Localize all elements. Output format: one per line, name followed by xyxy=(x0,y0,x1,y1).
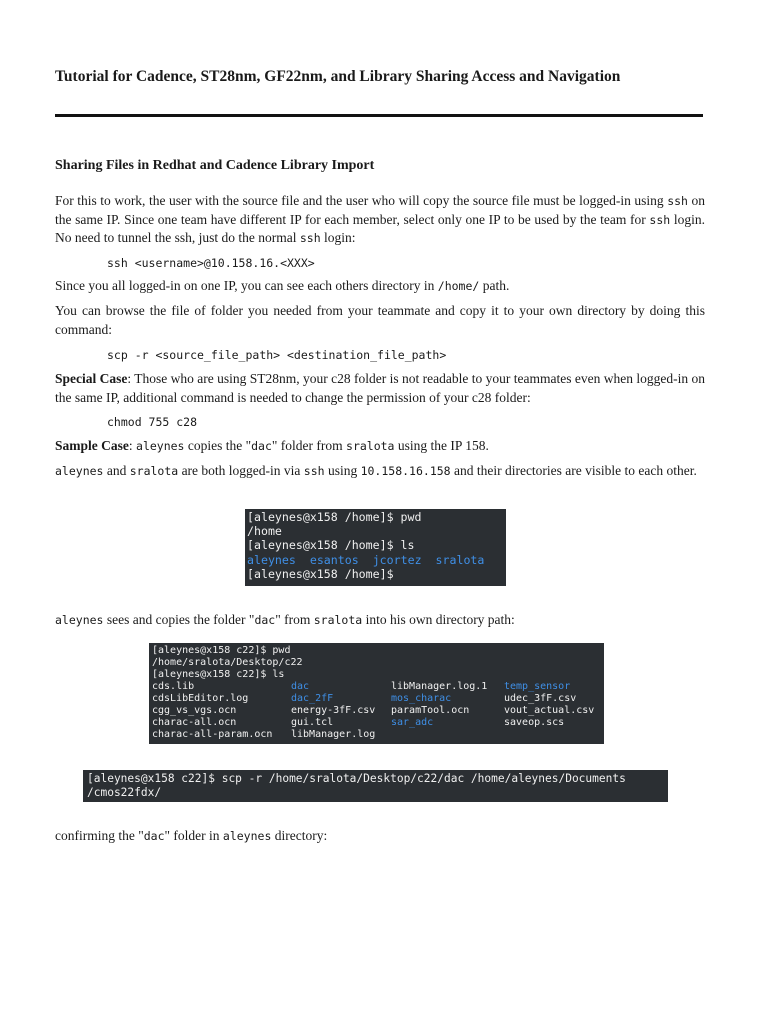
text-run: confirming the " xyxy=(55,828,144,843)
text-run: " folder from xyxy=(271,438,347,453)
inline-code: dac xyxy=(143,829,165,843)
file-entry: energy-3fF.csv xyxy=(291,705,376,716)
inline-code: ssh xyxy=(649,212,671,227)
intro-paragraph xyxy=(55,192,705,248)
text-run: sees and copies the folder " xyxy=(103,612,255,627)
chmod-command: chmod 755 c28 xyxy=(107,415,198,429)
text-run: directory: xyxy=(271,828,328,843)
inline-code: dac xyxy=(254,613,276,627)
directory-entry: esantos xyxy=(309,552,359,567)
sample-case-label: Sample Case xyxy=(55,438,129,453)
inline-code: dac xyxy=(251,439,272,453)
browse-paragraph: You can browse the file of folder you needed from your teammate and copy it to your own directory by doing this command: xyxy=(55,303,705,337)
inline-code: ssh xyxy=(667,194,688,208)
directory-entry: aleynes xyxy=(247,552,296,567)
terminal-line: /home/sralota/Desktop/c22 xyxy=(152,657,303,668)
terminal-screenshot-home xyxy=(245,509,506,586)
special-case-paragraph xyxy=(55,370,705,407)
document-title: Tutorial for Cadence, ST28nm, GF22nm, and Library Sharing Access and Navigation xyxy=(55,68,621,85)
file-entry: libManager.log xyxy=(291,729,376,740)
directory-entry: dac xyxy=(291,681,310,692)
file-entry: cgg_vs_vgs.ocn xyxy=(152,705,237,716)
text-run: For this to work, the user with the source file and the user who will copy the source file must be logged-in using xyxy=(55,193,668,208)
file-entry: paramTool.ocn xyxy=(391,705,470,716)
text-run: using xyxy=(324,463,361,478)
directory-entry: temp_sensor xyxy=(504,681,571,692)
terminal-line: [aleynes@x158 c22]$ ls xyxy=(152,669,285,680)
text-run: " folder in xyxy=(164,828,223,843)
text-run: and their directories are visible to each other. xyxy=(450,463,697,478)
directory-entry: sar_adc xyxy=(391,717,434,728)
directory-entry: jcortez xyxy=(372,552,422,567)
inline-code: sralota xyxy=(129,464,179,478)
text-run: : Those who are using ST28nm, your c28 folder is not readable to your teammates even when logged-in on the same IP, additional command is needed to change the permission of your c28 folder: xyxy=(55,371,705,405)
inline-code: 10.158.16.158 xyxy=(360,464,451,478)
text-run: into his own directory path: xyxy=(362,612,515,627)
file-entry: libManager.log.1 xyxy=(391,681,488,692)
inline-code: aleynes xyxy=(222,829,272,843)
inline-code: ssh xyxy=(299,231,321,245)
terminal-line: [aleynes@x158 /home]$ ls xyxy=(247,538,415,553)
text-run: " from xyxy=(275,612,314,627)
inline-code: /home/ xyxy=(437,279,480,293)
title-rule xyxy=(55,114,703,117)
text-run: using the IP 158. xyxy=(394,438,489,453)
terminal-line: [aleynes@x158 c22]$ pwd xyxy=(152,645,291,656)
special-case-label: Special Case xyxy=(55,371,128,386)
file-entry: charac-all-param.ocn xyxy=(152,729,273,740)
inline-code: aleynes xyxy=(55,464,104,478)
text-run: and xyxy=(103,463,130,478)
copy-paragraph xyxy=(55,611,705,630)
terminal-screenshot-c22 xyxy=(149,643,604,744)
ssh-command: ssh <username>@10.158.16.<XXX> xyxy=(107,256,315,270)
inline-code: sralota xyxy=(346,439,395,453)
text-run: path. xyxy=(479,278,510,293)
terminal-line: /cmos22fdx/ xyxy=(87,786,162,799)
file-entry xyxy=(504,729,604,741)
file-entry: cdsLibEditor.log xyxy=(152,693,249,704)
terminal-line: /home xyxy=(247,524,282,539)
section-heading: Sharing Files in Redhat and Cadence Library Import xyxy=(55,158,375,173)
directory-entry: mos_charac xyxy=(391,693,452,704)
directory-entry: sralota xyxy=(435,552,485,567)
terminal-line: [aleynes@x158 c22]$ scp -r /home/sralota/Desktop/c22/dac /home/aleynes/Documents xyxy=(87,772,626,785)
inline-code: sralota xyxy=(313,613,363,627)
inline-code: aleynes xyxy=(136,439,185,453)
text-run: Since you all logged-in on one IP, you can see each others directory in xyxy=(55,278,438,293)
terminal-directory-listing xyxy=(247,553,504,567)
text-run: : xyxy=(128,438,137,453)
text-run: copies the " xyxy=(184,438,252,453)
file-entry: charac-all.ocn xyxy=(152,717,237,728)
sample-case-paragraph xyxy=(55,437,705,456)
confirm-paragraph xyxy=(55,827,705,846)
inline-code: ssh xyxy=(303,464,325,478)
terminal-line: [aleynes@x158 /home]$ xyxy=(247,566,394,581)
file-entry: cds.lib xyxy=(152,681,195,692)
terminal-file-listing xyxy=(152,681,601,741)
text-run: login: xyxy=(320,230,356,245)
file-entry: udec_3fF.csv xyxy=(504,693,577,704)
home-path-paragraph xyxy=(55,277,705,296)
file-entry: gui.tcl xyxy=(291,717,334,728)
file-entry xyxy=(391,729,504,741)
text-run: are both logged-in via xyxy=(178,463,304,478)
scp-command: scp -r <source_file_path> <destination_file_path> xyxy=(107,348,447,362)
directory-entry: dac_2fF xyxy=(291,693,334,704)
file-entry: vout_actual.csv xyxy=(504,705,595,716)
text-run: on the same IP. Since one team have different IP for each member, select only one IP to be used by the team for xyxy=(55,193,705,227)
terminal-screenshot-scp xyxy=(83,770,668,802)
text-run: login. No need to tunnel the ssh, just do the normal xyxy=(55,211,705,245)
inline-code: aleynes xyxy=(55,613,104,627)
terminal-line: [aleynes@x158 /home]$ pwd xyxy=(247,510,422,524)
login-paragraph xyxy=(55,462,705,481)
file-entry: saveop.scs xyxy=(504,717,565,728)
